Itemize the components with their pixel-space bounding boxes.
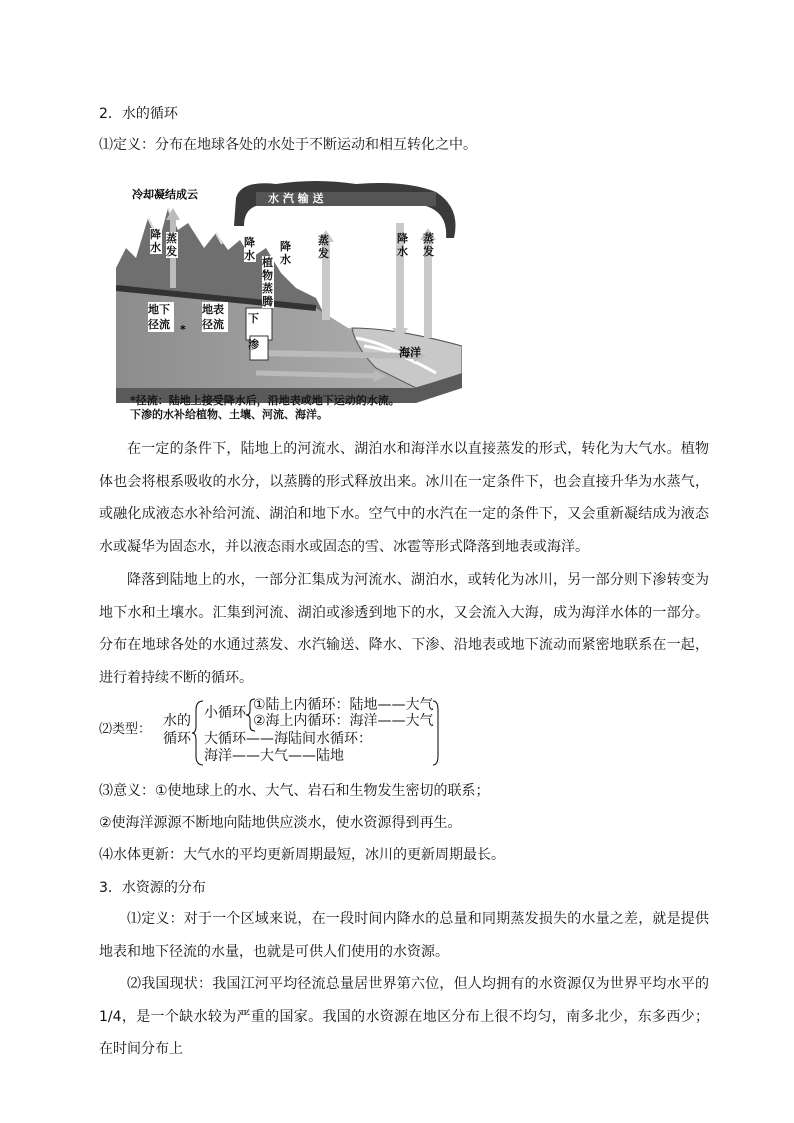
paragraph-1: 在一定的条件下，陆地上的河流水、湖泊水和海洋水以直接蒸发的形式，转化为大气水。植物体也会将根系吸收的水分，以蒸腾的形式释放出来。冰川在一定条件下，也会直接升华为水蒸气，或融化成液态水补给河流、湖泊和地下水。空气中的水汽在一定的条件下，又会重新凝结成为液态水或凝华为固态水，并以液态雨水或固态的雪、冰雹等形式降落到地表或海洋。 (99, 441, 709, 555)
types-big-2: 海洋——大气——陆地 (204, 748, 344, 764)
figure-caption-2: 下渗的水补给植物、土壤、河流、海洋。 (130, 408, 328, 421)
label-ocean: 海洋 (399, 346, 421, 359)
label-evap-3: 蒸发 (423, 232, 434, 258)
label-precip-4: 降水 (397, 232, 408, 258)
label-asterisk: * (180, 323, 186, 336)
label-cooling: 冷却凝结成云 (132, 188, 198, 201)
types-big-1: 大循环——海陆间水循环： (204, 731, 372, 747)
brace-outer (192, 700, 204, 766)
label-plant-transpiration: 植物蒸腾 (262, 256, 273, 308)
section-3-heading: 3．水资源的分布 (99, 880, 206, 896)
label-infiltrate-1: 下 (248, 312, 259, 325)
label-evap-2: 蒸发 (318, 234, 329, 260)
types-root-2: 循环 (163, 731, 191, 747)
types-label: ⑵类型： (99, 722, 152, 737)
label-precip-3: 降水 (280, 240, 291, 266)
types-small: 小循环 (204, 705, 246, 721)
renewal: ⑷水体更新：大气水的平均更新周期最短，冰川的更新周期最长。 (99, 847, 505, 863)
label-ground-runoff: 地下径流 (148, 302, 174, 332)
types-small-a: ①陆上内循环：陆地——大气 (253, 697, 434, 713)
cloud (234, 181, 456, 238)
section-3-definition: ⑴定义：对于一个区域来说，在一段时间内降水的总量和同期蒸发损失的水量之差，就是提供地表和地下径流的水量，也就是可供人们使用的水资源。 (99, 911, 709, 960)
runoff-arrow (256, 353, 416, 356)
label-precip-2: 降水 (244, 236, 255, 262)
meaning-1: ⑶意义：①使地球上的水、大气、岩石和生物发生密切的联系； (99, 783, 490, 799)
paragraph-2: 降落到陆地上的水，一部分汇集成为河流水、湖泊水，或转化为冰川，另一部分则下渗转变为地下水和土壤水。汇集到河流、湖泊或渗透到地下的水，又会流入大海，成为海洋水体的一部分。分布在地球各处的水通过蒸发、水汽输送、降水、下渗、沿地表或地下流动而紧密地联系在一起，进行着持续不断的循环。 (99, 572, 709, 686)
figure-caption-1: *径流：陆地上接受降水后，沿地表或地下运动的水流。 (130, 394, 400, 407)
section-2-heading: 2．水的循环 (99, 106, 178, 122)
label-vapor: 水 汽 输 送 (268, 192, 324, 205)
types-root-1: 水的 (163, 713, 191, 729)
label-infiltrate-2: 渗 (248, 338, 259, 351)
section-2-definition: ⑴定义：分布在地球各处的水处于不断运动和相互转化之中。 (99, 137, 477, 153)
types-small-b: ②海上内循环：海洋——大气 (253, 713, 434, 729)
brace-right (432, 700, 442, 766)
label-surface-runoff: 地表径流 (202, 302, 228, 332)
section-3-status: ⑵我国现状：我国江河平均径流总量居世界第六位，但人均拥有的水资源仅为世界平均水平的 1/4，是一个缺水较为严重的国家。我国的水资源在地区分布上很不均匀，南多北少，东多西少；在时间分布上 (99, 976, 709, 1057)
label-evap-1: 蒸发 (166, 232, 177, 258)
label-precip-1: 降水 (150, 228, 161, 254)
meaning-2: ②使海洋源源不断地向陆地供应淡水，使水资源得到再生。 (99, 815, 462, 831)
water-cycle-diagram (116, 178, 462, 410)
